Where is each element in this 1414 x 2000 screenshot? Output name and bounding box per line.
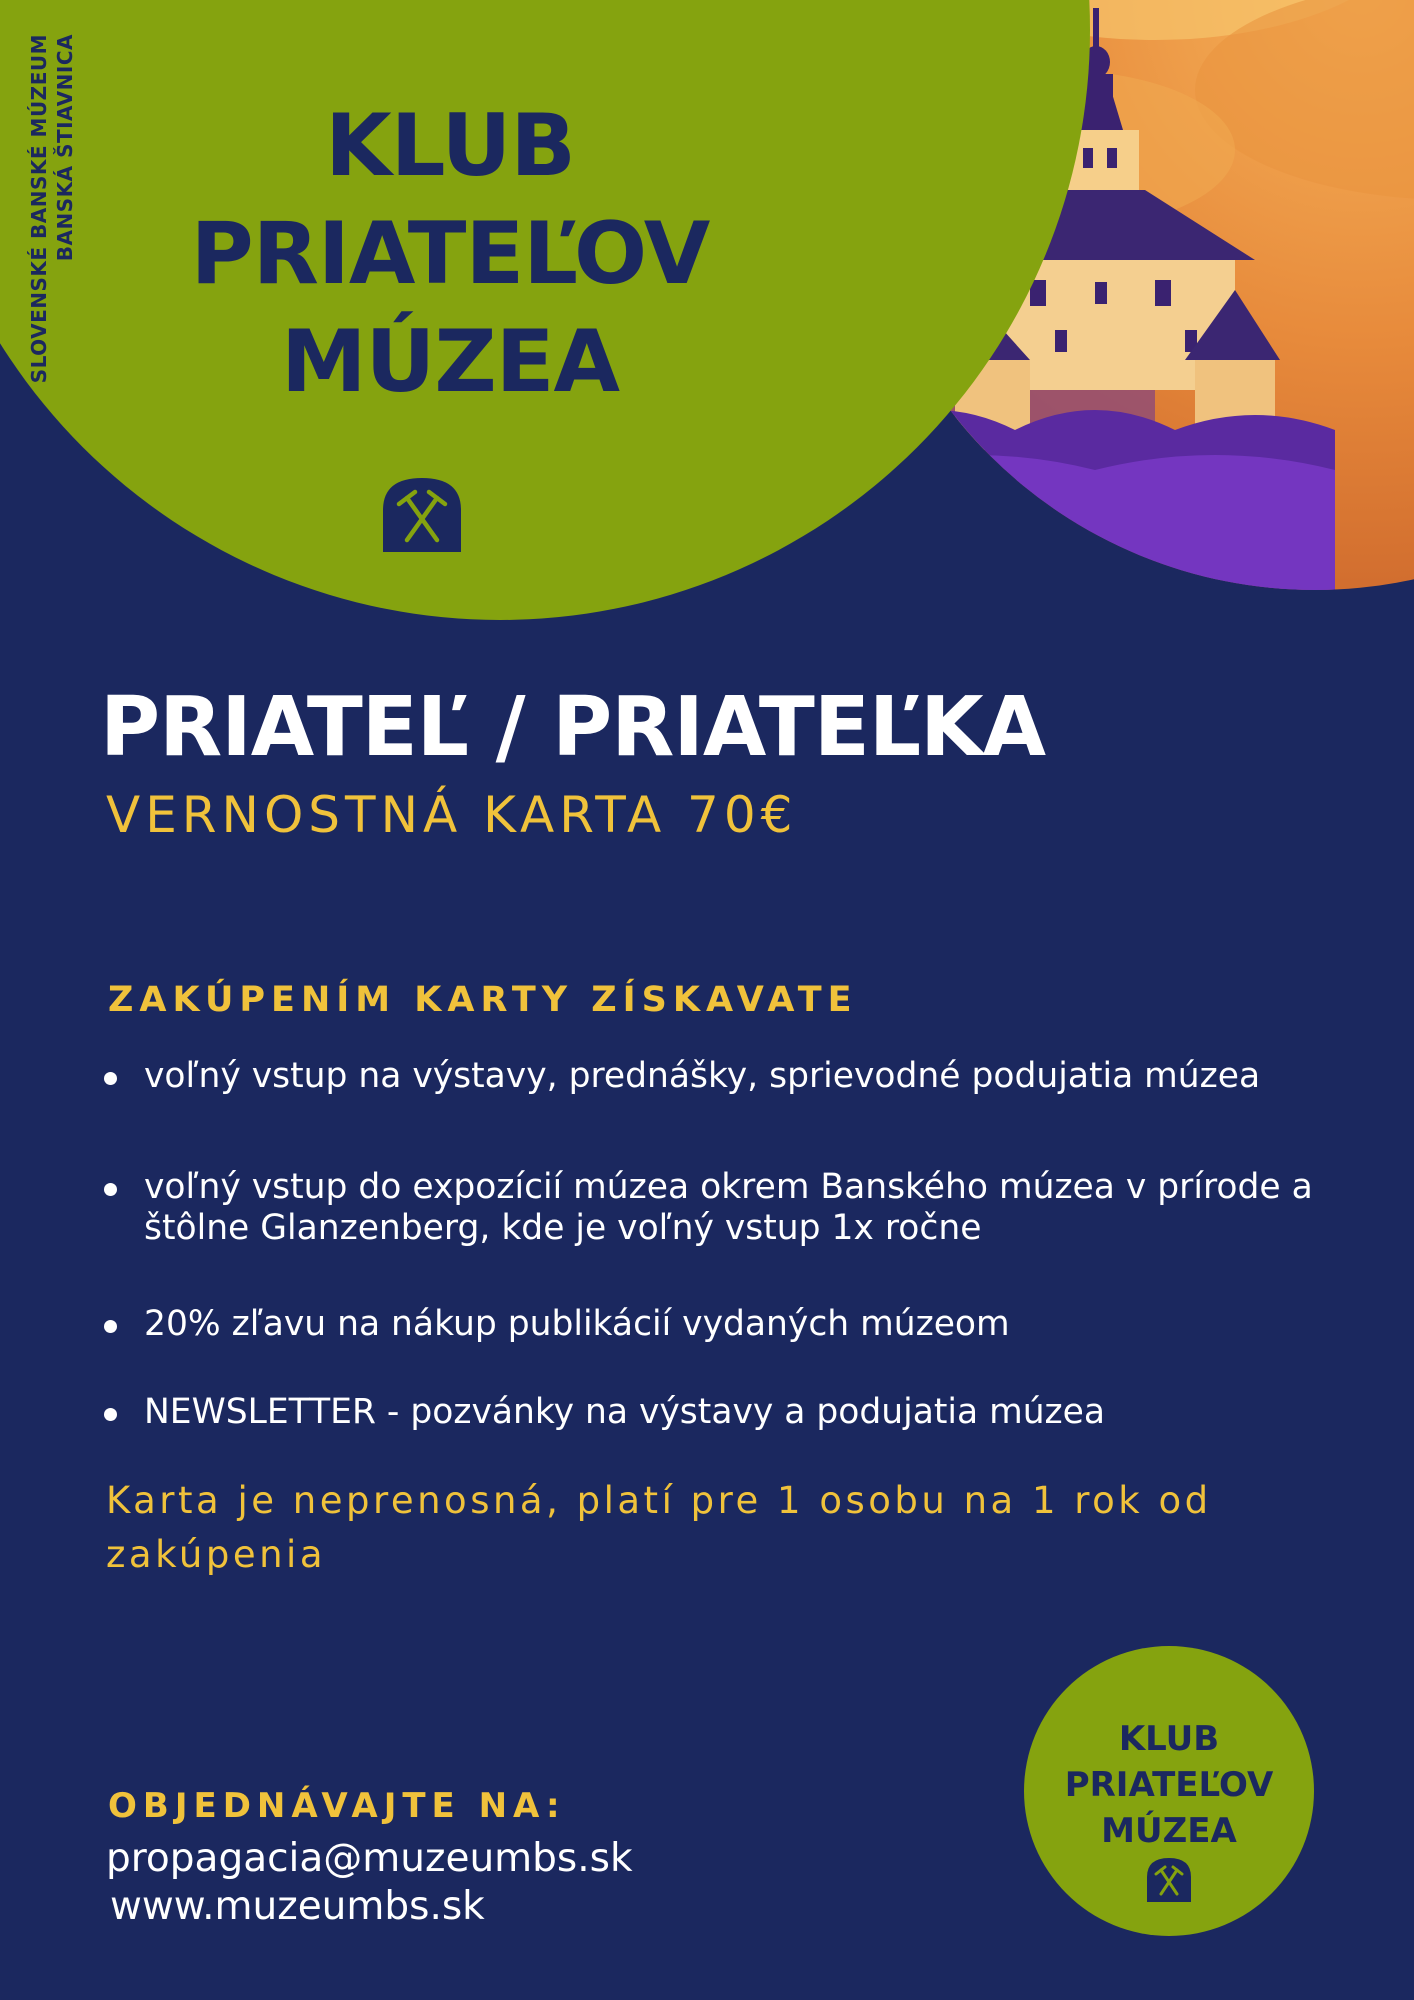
club-title-line: MÚZEA	[280, 312, 620, 412]
organization-city: BANSKÁ ŠTIAVNICA	[53, 34, 77, 262]
benefit-text: 20% zľavu na nákup publikácií vydaných múzeom	[144, 1304, 1010, 1344]
crossed-hammers-icon	[383, 478, 461, 552]
bullet-icon	[104, 1408, 117, 1421]
badge-title	[1024, 1716, 1314, 1854]
bullet-icon	[104, 1320, 117, 1333]
card-type-heading: PRIATEĽ / PRIATEĽKA	[100, 680, 1046, 775]
badge-title-line: PRIATEĽOV	[1064, 1765, 1274, 1805]
crossed-hammers-icon	[1147, 1858, 1191, 1902]
club-title-line: KLUB	[325, 96, 575, 196]
benefits-heading: ZAKÚPENÍM KARTY ZÍSKAVATE	[108, 980, 858, 1020]
club-badge	[1024, 1646, 1314, 1936]
organization-name: SLOVENSKÉ BANSKÉ MÚZEUM	[27, 34, 51, 384]
card-price-subheading: VERNOSTNÁ KARTA 70€	[106, 786, 798, 844]
club-title	[120, 92, 780, 416]
badge-title-line: MÚZEA	[1101, 1811, 1237, 1851]
benefit-item	[104, 1056, 1334, 1097]
bullet-icon	[104, 1072, 117, 1085]
benefit-item	[104, 1392, 1334, 1433]
benefit-item	[104, 1167, 1334, 1249]
benefit-item	[104, 1304, 1334, 1345]
badge-title-line: KLUB	[1118, 1719, 1220, 1759]
bullet-icon	[104, 1183, 117, 1196]
order-heading: OBJEDNÁVAJTE NA:	[108, 1786, 566, 1826]
card-terms-note: Karta je neprenosná, platí pre 1 osobu na 1 rok od zakúpenia	[106, 1479, 1212, 1576]
club-title-line: PRIATEĽOV	[190, 204, 710, 304]
contact-email[interactable]: propagacia@muzeumbs.sk	[106, 1836, 633, 1881]
benefit-text: NEWSLETTER - pozvánky na výstavy a podujatia múzea	[144, 1392, 1106, 1432]
benefit-text: voľný vstup do expozícií múzea okrem Banského múzea v prírode a štôlne Glanzenberg, kde je voľný vstup 1x ročne	[144, 1167, 1313, 1248]
contact-website[interactable]: www.muzeumbs.sk	[110, 1884, 485, 1929]
organization-label	[26, 34, 80, 464]
benefit-text: voľný vstup na výstavy, prednášky, sprievodné podujatia múzea	[144, 1056, 1261, 1096]
